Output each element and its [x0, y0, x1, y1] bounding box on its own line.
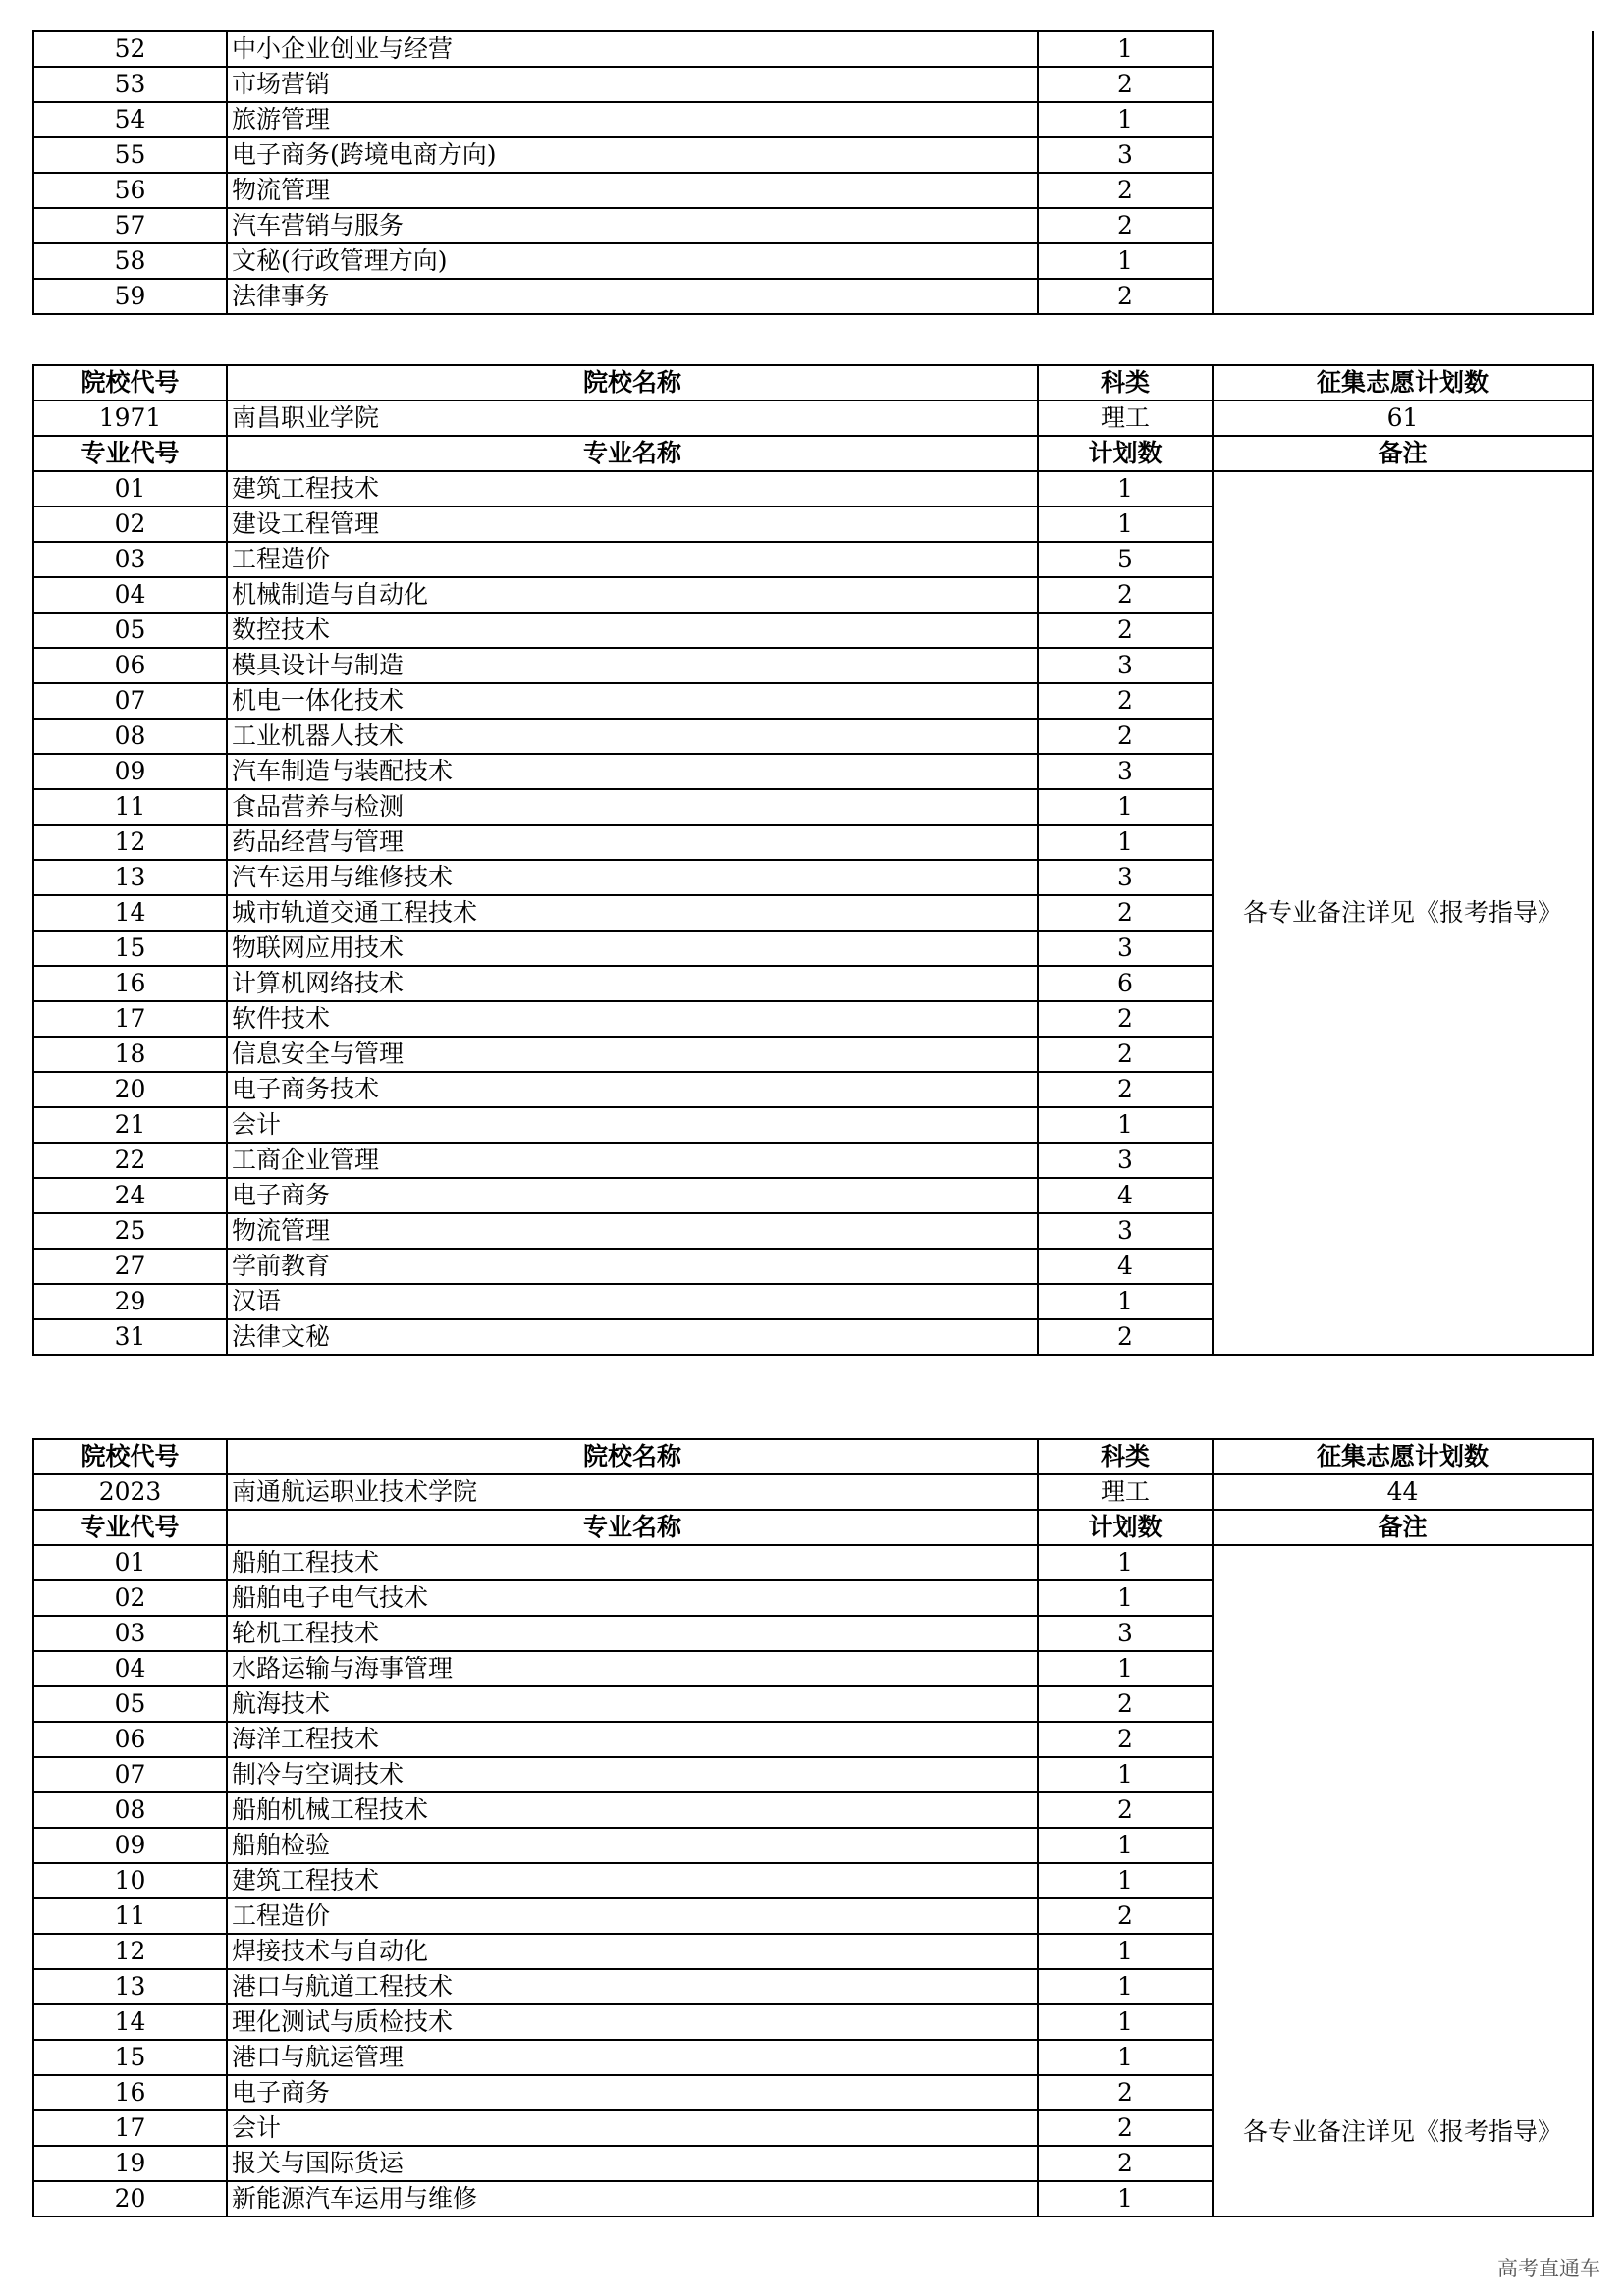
- major-code: 14: [33, 2004, 227, 2040]
- major-name: 机电一体化技术: [227, 683, 1038, 719]
- plan-count-header: 计划数: [1038, 436, 1213, 471]
- school-majors-1971: [33, 471, 1593, 1355]
- major-code-header: 专业代号: [33, 436, 227, 471]
- major-code: 31: [33, 1319, 227, 1355]
- plan-count: 1: [1038, 1107, 1213, 1143]
- plan-count: 2: [1038, 577, 1213, 613]
- major-name: 工程造价: [227, 1898, 1038, 1934]
- major-name: 物联网应用技术: [227, 931, 1038, 966]
- major-code: 06: [33, 648, 227, 683]
- major-name: 工程造价: [227, 542, 1038, 577]
- major-name: 制冷与空调技术: [227, 1757, 1038, 1792]
- plan-count: 3: [1038, 1616, 1213, 1651]
- school-info-row: [33, 400, 1593, 436]
- plan-count: 2: [1038, 719, 1213, 754]
- plan-count: 6: [1038, 966, 1213, 1001]
- school-name: 南通航运职业技术学院: [227, 1474, 1038, 1510]
- major-name: 电子商务: [227, 2075, 1038, 2110]
- major-code: 16: [33, 966, 227, 1001]
- plan-count: 3: [1038, 931, 1213, 966]
- major-name: 会计: [227, 1107, 1038, 1143]
- major-code: 09: [33, 754, 227, 789]
- major-name: 焊接技术与自动化: [227, 1934, 1038, 1969]
- major-name: 中小企业创业与经营: [227, 31, 1038, 67]
- continuation-table: [32, 30, 1594, 315]
- plan-count: 1: [1038, 1828, 1213, 1863]
- major-name: 水路运输与海事管理: [227, 1651, 1038, 1686]
- table-row: [33, 1545, 1593, 1580]
- table-row: [33, 471, 1593, 507]
- major-name-header: 专业名称: [227, 1510, 1038, 1545]
- major-code: 29: [33, 1284, 227, 1319]
- plan-count: 2: [1038, 2075, 1213, 2110]
- plan-count: 1: [1038, 471, 1213, 507]
- major-name: 计算机网络技术: [227, 966, 1038, 1001]
- plan-count: 2: [1038, 1037, 1213, 1072]
- major-code: 05: [33, 613, 227, 648]
- major-header-row: [33, 1510, 1593, 1545]
- major-code: 01: [33, 1545, 227, 1580]
- major-name: 物流管理: [227, 1213, 1038, 1249]
- plan-count: 1: [1038, 1757, 1213, 1792]
- major-name: 建设工程管理: [227, 507, 1038, 542]
- plan-count: 1: [1038, 1651, 1213, 1686]
- major-name: 建筑工程技术: [227, 471, 1038, 507]
- major-name: 港口与航道工程技术: [227, 1969, 1038, 2004]
- major-name: 学前教育: [227, 1249, 1038, 1284]
- table-row: [33, 31, 1593, 67]
- plan-count: 1: [1038, 1284, 1213, 1319]
- school-header-row: [33, 365, 1593, 400]
- major-name: 法律文秘: [227, 1319, 1038, 1355]
- plan-count: 2: [1038, 895, 1213, 931]
- plan-count: 1: [1038, 2004, 1213, 2040]
- remark-header: 备注: [1213, 1510, 1593, 1545]
- major-code: 03: [33, 542, 227, 577]
- major-name: 新能源汽车运用与维修: [227, 2181, 1038, 2216]
- major-name: 建筑工程技术: [227, 1863, 1038, 1898]
- major-name: 电子商务技术: [227, 1072, 1038, 1107]
- major-name: 旅游管理: [227, 102, 1038, 137]
- major-code: 19: [33, 2146, 227, 2181]
- major-name: 药品经营与管理: [227, 825, 1038, 860]
- major-code: 22: [33, 1143, 227, 1178]
- major-name: 市场营销: [227, 67, 1038, 102]
- major-code: 24: [33, 1178, 227, 1213]
- major-name: 工业机器人技术: [227, 719, 1038, 754]
- major-name: 信息安全与管理: [227, 1037, 1038, 1072]
- major-code: 06: [33, 1722, 227, 1757]
- major-name: 汽车运用与维修技术: [227, 860, 1038, 895]
- major-name: 模具设计与制造: [227, 648, 1038, 683]
- major-name: 港口与航运管理: [227, 2040, 1038, 2075]
- plan-count: 1: [1038, 1580, 1213, 1616]
- plan-count: 1: [1038, 789, 1213, 825]
- major-code: 10: [33, 1863, 227, 1898]
- school-table-1971: [32, 364, 1594, 1356]
- major-name: 航海技术: [227, 1686, 1038, 1722]
- major-code: 12: [33, 825, 227, 860]
- category-header: 科类: [1038, 1439, 1213, 1474]
- major-name: 电子商务(跨境电商方向): [227, 137, 1038, 173]
- plan-count: 2: [1038, 1898, 1213, 1934]
- major-code: 17: [33, 1001, 227, 1037]
- plan-count: 1: [1038, 2040, 1213, 2075]
- major-name: 食品营养与检测: [227, 789, 1038, 825]
- major-code: 01: [33, 471, 227, 507]
- plan-count: 1: [1038, 31, 1213, 67]
- plan-count: 2: [1038, 613, 1213, 648]
- plan-count: 2: [1038, 1001, 1213, 1037]
- major-code: 52: [33, 31, 227, 67]
- plan-count: 2: [1038, 2110, 1213, 2146]
- major-code: 59: [33, 279, 227, 314]
- major-code: 15: [33, 931, 227, 966]
- major-code: 18: [33, 1037, 227, 1072]
- plan-count: 1: [1038, 825, 1213, 860]
- major-name: 城市轨道交通工程技术: [227, 895, 1038, 931]
- major-name: 法律事务: [227, 279, 1038, 314]
- plan-count: 2: [1038, 279, 1213, 314]
- major-code-header: 专业代号: [33, 1510, 227, 1545]
- major-code: 21: [33, 1107, 227, 1143]
- major-header-row: [33, 436, 1593, 471]
- major-code: 12: [33, 1934, 227, 1969]
- school-name: 南昌职业学院: [227, 400, 1038, 436]
- plan-count: 3: [1038, 1143, 1213, 1178]
- major-name: 汽车营销与服务: [227, 208, 1038, 243]
- major-code: 07: [33, 683, 227, 719]
- major-name: 海洋工程技术: [227, 1722, 1038, 1757]
- continuation-table-body: [33, 31, 1593, 314]
- school-code: 2023: [33, 1474, 227, 1510]
- plan-count: 2: [1038, 1792, 1213, 1828]
- major-code: 17: [33, 2110, 227, 2146]
- plan-count: 1: [1038, 243, 1213, 279]
- remark-cell: 各专业备注详见《报考指导》: [1213, 471, 1593, 1355]
- major-name: 会计: [227, 2110, 1038, 2146]
- major-code: 58: [33, 243, 227, 279]
- remark-header: 备注: [1213, 436, 1593, 471]
- major-code: 02: [33, 1580, 227, 1616]
- school-category: 理工: [1038, 400, 1213, 436]
- major-code: 20: [33, 2181, 227, 2216]
- plan-count: 1: [1038, 507, 1213, 542]
- plan-count: 2: [1038, 2146, 1213, 2181]
- remark-cell: [1213, 31, 1593, 314]
- major-name: 文秘(行政管理方向): [227, 243, 1038, 279]
- major-code: 56: [33, 173, 227, 208]
- plan-count: 2: [1038, 1686, 1213, 1722]
- major-code: 13: [33, 1969, 227, 2004]
- major-code: 08: [33, 719, 227, 754]
- major-name: 机械制造与自动化: [227, 577, 1038, 613]
- major-name: 电子商务: [227, 1178, 1038, 1213]
- school-category: 理工: [1038, 1474, 1213, 1510]
- school-name-header: 院校名称: [227, 365, 1038, 400]
- category-header: 科类: [1038, 365, 1213, 400]
- major-code: 53: [33, 67, 227, 102]
- school-plan-total: 61: [1213, 400, 1593, 436]
- plan-count: 3: [1038, 648, 1213, 683]
- major-name: 汽车制造与装配技术: [227, 754, 1038, 789]
- plan-count: 2: [1038, 1072, 1213, 1107]
- plan-count: 2: [1038, 173, 1213, 208]
- school-code-header: 院校代号: [33, 365, 227, 400]
- plan-total-header: 征集志愿计划数: [1213, 1439, 1593, 1474]
- major-code: 14: [33, 895, 227, 931]
- plan-count: 1: [1038, 1863, 1213, 1898]
- school-code: 1971: [33, 400, 227, 436]
- plan-count: 4: [1038, 1178, 1213, 1213]
- major-code: 09: [33, 1828, 227, 1863]
- major-name: 船舶机械工程技术: [227, 1792, 1038, 1828]
- plan-count: 2: [1038, 683, 1213, 719]
- school-header-row: [33, 1439, 1593, 1474]
- plan-count: 3: [1038, 137, 1213, 173]
- plan-count: 5: [1038, 542, 1213, 577]
- plan-count: 3: [1038, 754, 1213, 789]
- major-name: 轮机工程技术: [227, 1616, 1038, 1651]
- plan-count: 1: [1038, 1969, 1213, 2004]
- major-code: 15: [33, 2040, 227, 2075]
- plan-count: 4: [1038, 1249, 1213, 1284]
- major-code: 11: [33, 1898, 227, 1934]
- school-code-header: 院校代号: [33, 1439, 227, 1474]
- major-code: 57: [33, 208, 227, 243]
- plan-count: 1: [1038, 2181, 1213, 2216]
- plan-count: 2: [1038, 1722, 1213, 1757]
- major-name: 船舶检验: [227, 1828, 1038, 1863]
- major-code: 25: [33, 1213, 227, 1249]
- major-name: 工商企业管理: [227, 1143, 1038, 1178]
- major-name: 物流管理: [227, 173, 1038, 208]
- major-code: 54: [33, 102, 227, 137]
- school-table-2023: [32, 1438, 1594, 2217]
- school-majors-2023: [33, 1545, 1593, 2216]
- major-name: 理化测试与质检技术: [227, 2004, 1038, 2040]
- watermark: 高考直通车: [1497, 2257, 1600, 2280]
- major-code: 02: [33, 507, 227, 542]
- school-info-row: [33, 1474, 1593, 1510]
- major-code: 08: [33, 1792, 227, 1828]
- plan-count: 1: [1038, 1934, 1213, 1969]
- plan-count: 3: [1038, 1213, 1213, 1249]
- major-code: 03: [33, 1616, 227, 1651]
- plan-count: 2: [1038, 1319, 1213, 1355]
- major-name-header: 专业名称: [227, 436, 1038, 471]
- major-code: 16: [33, 2075, 227, 2110]
- major-name: 汉语: [227, 1284, 1038, 1319]
- major-name: 数控技术: [227, 613, 1038, 648]
- plan-count: 1: [1038, 1545, 1213, 1580]
- plan-count: 2: [1038, 67, 1213, 102]
- major-code: 11: [33, 789, 227, 825]
- major-code: 27: [33, 1249, 227, 1284]
- plan-total-header: 征集志愿计划数: [1213, 365, 1593, 400]
- plan-count: 3: [1038, 860, 1213, 895]
- remark-cell: 各专业备注详见《报考指导》: [1213, 1545, 1593, 2216]
- major-code: 05: [33, 1686, 227, 1722]
- school-name-header: 院校名称: [227, 1439, 1038, 1474]
- major-code: 07: [33, 1757, 227, 1792]
- plan-count-header: 计划数: [1038, 1510, 1213, 1545]
- major-name: 船舶工程技术: [227, 1545, 1038, 1580]
- plan-count: 1: [1038, 102, 1213, 137]
- major-code: 04: [33, 1651, 227, 1686]
- major-name: 船舶电子电气技术: [227, 1580, 1038, 1616]
- major-code: 55: [33, 137, 227, 173]
- major-name: 软件技术: [227, 1001, 1038, 1037]
- major-code: 13: [33, 860, 227, 895]
- school-plan-total: 44: [1213, 1474, 1593, 1510]
- major-code: 20: [33, 1072, 227, 1107]
- major-code: 04: [33, 577, 227, 613]
- major-name: 报关与国际货运: [227, 2146, 1038, 2181]
- plan-count: 2: [1038, 208, 1213, 243]
